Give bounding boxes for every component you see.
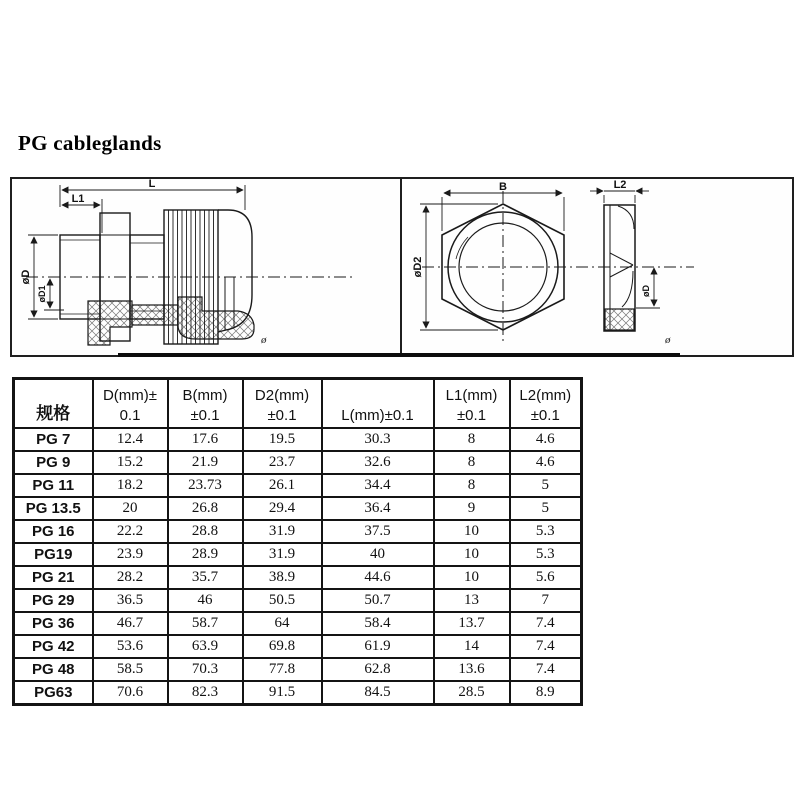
dim-label-D2: øD2	[412, 256, 424, 278]
value-cell-D: 58.5	[93, 658, 168, 681]
value-cell-L2: 5	[510, 497, 582, 520]
value-cell-L: 37.5	[322, 520, 434, 543]
dim-label-L2: L2	[613, 179, 627, 191]
value-cell-L: 58.4	[322, 612, 434, 635]
value-cell-D: 12.4	[93, 428, 168, 451]
value-cell-D2: 31.9	[243, 543, 322, 566]
value-cell-D2: 31.9	[243, 520, 322, 543]
value-cell-D: 36.5	[93, 589, 168, 612]
page-title: PG cableglands	[18, 131, 162, 155]
value-cell-L1: 14	[434, 635, 510, 658]
value-cell-L: 36.4	[322, 497, 434, 520]
value-cell-D2: 91.5	[243, 681, 322, 705]
table-row	[14, 612, 582, 635]
header-L: L(mm)±0.1	[322, 379, 434, 429]
spec-cell: PG 48	[14, 658, 93, 681]
value-cell-D: 23.9	[93, 543, 168, 566]
value-cell-B: 26.8	[168, 497, 243, 520]
value-cell-B: 28.9	[168, 543, 243, 566]
table-row	[14, 451, 582, 474]
table-row	[14, 635, 582, 658]
value-cell-B: 46	[168, 589, 243, 612]
value-cell-B: 21.9	[168, 451, 243, 474]
header-D: D(mm)± 0.1	[93, 379, 168, 429]
value-cell-B: 35.7	[168, 566, 243, 589]
stray-phi-mark: ø	[665, 334, 671, 346]
nut-side-view	[604, 205, 635, 331]
table-row	[14, 543, 582, 566]
value-cell-L1: 13.7	[434, 612, 510, 635]
value-cell-D2: 50.5	[243, 589, 322, 612]
value-cell-D2: 29.4	[243, 497, 322, 520]
spec-cell: PG 36	[14, 612, 93, 635]
spec-cell: PG 13.5	[14, 497, 93, 520]
locknut-views-drawing	[402, 179, 792, 355]
spec-cell: PG 7	[14, 428, 93, 451]
value-cell-D2: 38.9	[243, 566, 322, 589]
value-cell-L2: 5.6	[510, 566, 582, 589]
value-cell-L1: 10	[434, 543, 510, 566]
spec-cell: PG 16	[14, 520, 93, 543]
value-cell-L1: 8	[434, 474, 510, 497]
value-cell-L: 44.6	[322, 566, 434, 589]
value-cell-L: 32.6	[322, 451, 434, 474]
spec-cell: PG 9	[14, 451, 93, 474]
value-cell-B: 17.6	[168, 428, 243, 451]
value-cell-L1: 13	[434, 589, 510, 612]
table-row	[14, 474, 582, 497]
value-cell-L1: 28.5	[434, 681, 510, 705]
value-cell-L2: 5	[510, 474, 582, 497]
table-row	[14, 681, 582, 705]
value-cell-L1: 8	[434, 428, 510, 451]
table-row	[14, 589, 582, 612]
value-cell-L: 40	[322, 543, 434, 566]
value-cell-L: 30.3	[322, 428, 434, 451]
value-cell-L1: 10	[434, 566, 510, 589]
table-row	[14, 497, 582, 520]
value-cell-L2: 5.3	[510, 543, 582, 566]
value-cell-L1: 8	[434, 451, 510, 474]
spec-cell: PG 42	[14, 635, 93, 658]
panel-bottom-shadow-line	[118, 353, 680, 357]
cable-gland-side-view-drawing	[12, 179, 400, 355]
value-cell-B: 58.7	[168, 612, 243, 635]
stray-phi-mark: ø	[261, 334, 267, 346]
value-cell-D2: 69.8	[243, 635, 322, 658]
dim-label-D1: øD1	[37, 285, 47, 303]
table-header	[14, 379, 582, 429]
value-cell-D2: 19.5	[243, 428, 322, 451]
value-cell-L2: 7	[510, 589, 582, 612]
value-cell-L2: 4.6	[510, 428, 582, 451]
dim-label-B: B	[499, 181, 507, 193]
value-cell-L: 50.7	[322, 589, 434, 612]
crosshatch-cutaway	[88, 297, 254, 345]
dim-label-D: øD	[20, 269, 32, 285]
value-cell-D: 28.2	[93, 566, 168, 589]
dimension-L2	[590, 191, 649, 203]
dim-label-L1: L1	[71, 193, 85, 205]
value-cell-D: 20	[93, 497, 168, 520]
value-cell-D2: 23.7	[243, 451, 322, 474]
value-cell-B: 70.3	[168, 658, 243, 681]
dim-label-L: L	[148, 179, 156, 190]
value-cell-D2: 77.8	[243, 658, 322, 681]
table-row	[14, 658, 582, 681]
value-cell-D: 15.2	[93, 451, 168, 474]
table-row	[14, 566, 582, 589]
value-cell-D: 53.6	[93, 635, 168, 658]
header-D2: D2(mm) ±0.1	[243, 379, 322, 429]
value-cell-D2: 64	[243, 612, 322, 635]
table-row	[14, 428, 582, 451]
spec-table	[12, 377, 583, 706]
value-cell-B: 82.3	[168, 681, 243, 705]
value-cell-D: 18.2	[93, 474, 168, 497]
value-cell-L: 34.4	[322, 474, 434, 497]
value-cell-L2: 7.4	[510, 612, 582, 635]
drawing-panels	[10, 177, 794, 357]
value-cell-L2: 7.4	[510, 658, 582, 681]
value-cell-D: 22.2	[93, 520, 168, 543]
value-cell-L2: 7.4	[510, 635, 582, 658]
value-cell-L1: 13.6	[434, 658, 510, 681]
header-L1: L1(mm) ±0.1	[434, 379, 510, 429]
value-cell-B: 63.9	[168, 635, 243, 658]
spec-cell: PG 11	[14, 474, 93, 497]
dim-label-D-side: øD	[641, 285, 651, 297]
header-B: B(mm) ±0.1	[168, 379, 243, 429]
value-cell-D2: 26.1	[243, 474, 322, 497]
value-cell-D: 46.7	[93, 612, 168, 635]
value-cell-B: 23.73	[168, 474, 243, 497]
value-cell-L: 62.8	[322, 658, 434, 681]
value-cell-L2: 8.9	[510, 681, 582, 705]
value-cell-D: 70.6	[93, 681, 168, 705]
value-cell-B: 28.8	[168, 520, 243, 543]
spec-cell: PG19	[14, 543, 93, 566]
value-cell-L2: 5.3	[510, 520, 582, 543]
header-L2: L2(mm) ±0.1	[510, 379, 582, 429]
header-spec: 规格	[14, 379, 93, 429]
value-cell-L: 61.9	[322, 635, 434, 658]
spec-cell: PG63	[14, 681, 93, 705]
crosshatch-seal	[605, 309, 634, 330]
table-body	[14, 428, 582, 705]
spec-cell: PG 29	[14, 589, 93, 612]
value-cell-L: 84.5	[322, 681, 434, 705]
value-cell-L2: 4.6	[510, 451, 582, 474]
dimension-D1	[44, 279, 64, 310]
value-cell-L1: 10	[434, 520, 510, 543]
spec-cell: PG 21	[14, 566, 93, 589]
table-row	[14, 520, 582, 543]
value-cell-L1: 9	[434, 497, 510, 520]
